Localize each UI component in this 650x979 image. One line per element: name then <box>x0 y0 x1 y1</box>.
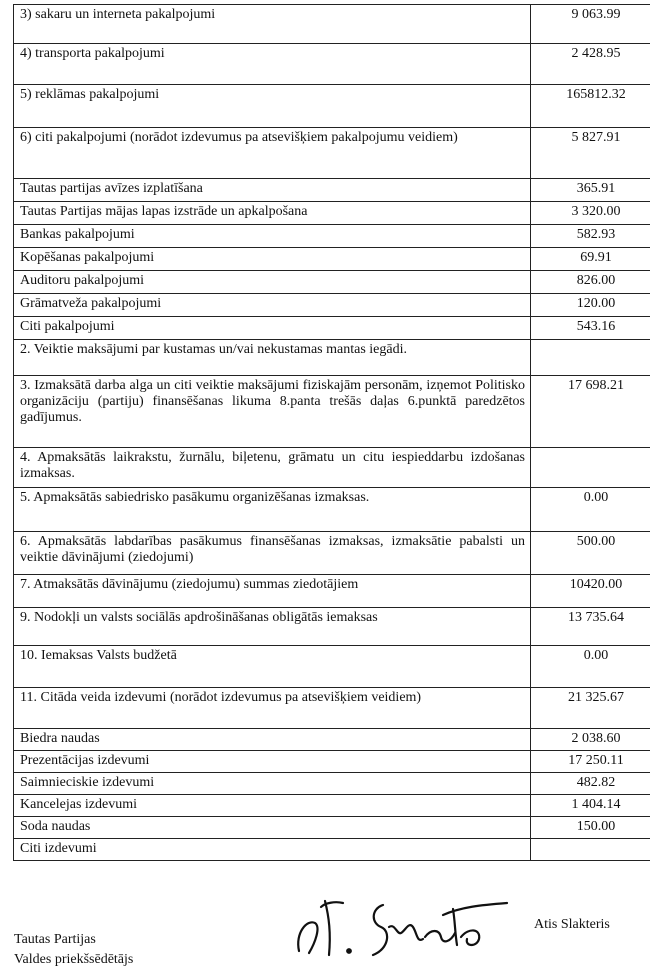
row-amount: 582.93 <box>531 225 650 248</box>
table-row <box>14 376 650 448</box>
table-row <box>14 248 650 271</box>
table-row <box>14 5 650 44</box>
row-amount: 21 325.67 <box>531 688 650 729</box>
row-label: Soda naudas <box>14 817 531 839</box>
row-amount: 17 698.21 <box>531 376 650 448</box>
row-label: Bankas pakalpojumi <box>14 225 531 248</box>
row-amount: 3 320.00 <box>531 202 650 225</box>
row-amount: 0.00 <box>531 488 650 532</box>
row-label: 3. Izmaksātā darba alga un citi veiktie maksājumi fiziskajām personām, izņemot Politisko organizāciju (partiju) finansēšanas likuma 8.panta trešās daļas 6.punktā paredzētos gadījumus. <box>14 376 531 448</box>
row-label: 7. Atmaksātās dāvinājumu (ziedojumu) summas ziedotājiem <box>14 575 531 608</box>
row-label: Grāmatveža pakalpojumi <box>14 294 531 317</box>
row-amount: 165812.32 <box>531 85 650 128</box>
row-label: 4) transporta pakalpojumi <box>14 44 531 85</box>
table-row <box>14 340 650 376</box>
signatory-title-block <box>14 930 133 970</box>
table-row <box>14 202 650 225</box>
row-label: Kancelejas izdevumi <box>14 795 531 817</box>
table-row <box>14 839 650 861</box>
row-amount: 826.00 <box>531 271 650 294</box>
row-amount: 9 063.99 <box>531 5 650 44</box>
table-row <box>14 128 650 179</box>
row-label: 9. Nodokļi un valsts sociālās apdrošināšanas obligātās iemaksas <box>14 608 531 646</box>
table-row <box>14 85 650 128</box>
table-row <box>14 317 650 340</box>
signatory-name: Atis Slakteris <box>534 917 610 932</box>
row-amount: 150.00 <box>531 817 650 839</box>
table-row <box>14 795 650 817</box>
table-row <box>14 646 650 688</box>
row-label: 6. Apmaksātās labdarības pasākumus finansēšanas izmaksas, izmaksātie pabalsti un veiktie dāvinājumi (ziedojumi) <box>14 532 531 575</box>
row-label: 5. Apmaksātās sabiedrisko pasākumu organizēšanas izmaksas. <box>14 488 531 532</box>
row-amount: 543.16 <box>531 317 650 340</box>
row-label: 11. Citāda veida izdevumi (norādot izdevumus pa atsevišķiem veidiem) <box>14 688 531 729</box>
row-amount <box>531 340 650 376</box>
table-row <box>14 751 650 773</box>
row-amount: 17 250.11 <box>531 751 650 773</box>
row-label: Citi pakalpojumi <box>14 317 531 340</box>
row-label: 10. Iemaksas Valsts budžetā <box>14 646 531 688</box>
table-row <box>14 729 650 751</box>
row-amount: 2 428.95 <box>531 44 650 85</box>
signatory-role: Valdes priekšsēdētājs <box>14 952 134 967</box>
table-row <box>14 608 650 646</box>
row-amount: 5 827.91 <box>531 128 650 179</box>
table-row <box>14 294 650 317</box>
handwritten-signature <box>285 893 515 963</box>
table-row <box>14 773 650 795</box>
signatory-organization: Tautas Partijas <box>14 932 96 947</box>
table-row <box>14 575 650 608</box>
row-label: Biedra naudas <box>14 729 531 751</box>
row-label: Auditoru pakalpojumi <box>14 271 531 294</box>
row-amount: 10420.00 <box>531 575 650 608</box>
row-amount: 2 038.60 <box>531 729 650 751</box>
row-label: 6) citi pakalpojumi (norādot izdevumus pa atsevišķiem pakalpojumu veidiem) <box>14 128 531 179</box>
table-row <box>14 817 650 839</box>
row-amount: 0.00 <box>531 646 650 688</box>
table-row <box>14 44 650 85</box>
row-label: Tautas Partijas mājas lapas izstrāde un apkalpošana <box>14 202 531 225</box>
row-amount: 365.91 <box>531 179 650 202</box>
table-row <box>14 179 650 202</box>
row-label: 4. Apmaksātās laikrakstu, žurnālu, biļetenu, grāmatu un citu iespieddarbu izdošanas izmaksas. <box>14 448 531 488</box>
table-row <box>14 688 650 729</box>
row-amount: 482.82 <box>531 773 650 795</box>
row-amount: 69.91 <box>531 248 650 271</box>
row-amount <box>531 839 650 861</box>
table-row <box>14 271 650 294</box>
row-label: 5) reklāmas pakalpojumi <box>14 85 531 128</box>
expense-table <box>13 4 650 861</box>
table-row <box>14 448 650 488</box>
table-row <box>14 532 650 575</box>
row-label: Saimnieciskie izdevumi <box>14 773 531 795</box>
row-label: 2. Veiktie maksājumi par kustamas un/vai nekustamas mantas iegādi. <box>14 340 531 376</box>
table-row <box>14 488 650 532</box>
row-amount: 1 404.14 <box>531 795 650 817</box>
table-row <box>14 225 650 248</box>
row-label: Kopēšanas pakalpojumi <box>14 248 531 271</box>
row-amount <box>531 448 650 488</box>
row-label: Tautas partijas avīzes izplatīšana <box>14 179 531 202</box>
row-label: Prezentācijas izdevumi <box>14 751 531 773</box>
row-amount: 120.00 <box>531 294 650 317</box>
row-label: Citi izdevumi <box>14 839 531 861</box>
row-amount: 13 735.64 <box>531 608 650 646</box>
row-amount: 500.00 <box>531 532 650 575</box>
row-label: 3) sakaru un interneta pakalpojumi <box>14 5 531 44</box>
